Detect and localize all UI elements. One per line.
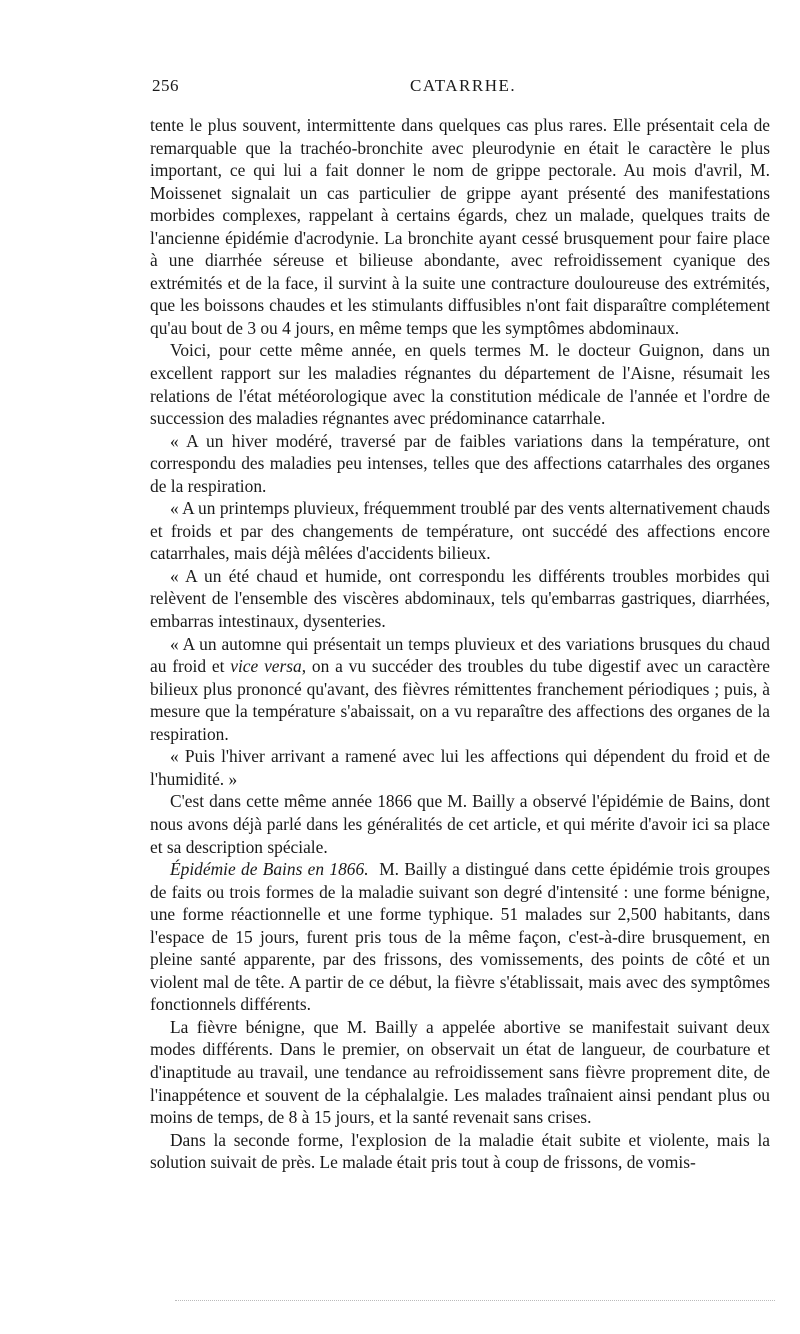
section-paragraph-text: M. Bailly a distingué dans cette épidémie trois groupes de faits ou trois formes de la maladie suivant son degré d'intensité : une forme bénigne, une forme réactionnelle et une forme typhique. 51 malades sur 2,500 habitants, dans l'espace de 15 jours, furent pris tous de la même façon, c'est-à-dire brusquement, en pleine santé apparente, par des frissons, des vomissements, des points de côté et un violent mal de tête. A partir de ce début, la fièvre s'établissait, mais avec des symptômes fonctionnels différents.	[150, 859, 770, 1015]
paragraph: La fièvre bénigne, que M. Bailly a appelée abortive se manifestait suivant deux modes différents. Dans le premier, on observait un état de langueur, de courbature et d'inaptitude au travail, une tendance au refroidissement sans fièvre proprement dite, de l'inappétence et souvent de la céphalalgie. Les malades traînaient ainsi pendant plus ou moins de temps, de 8 à 15 jours, et la santé revenait sans crises.	[150, 1016, 770, 1128]
italic-phrase: vice versa	[230, 656, 302, 677]
paragraph: Dans la seconde forme, l'explosion de la maladie était subite et violente, mais la solution suivait de près. Le malade était pris tout à coup de frissons, de vomis-	[150, 1129, 770, 1173]
running-title: CATARRHE.	[410, 76, 517, 95]
paragraph: C'est dans cette même année 1866 que M. Bailly a observé l'épidémie de Bains, dont nous avons déjà parlé dans les généralités de cet article, et qui mérite d'avoir ici sa place et sa description spéciale.	[150, 791, 770, 857]
page-header	[152, 76, 772, 102]
section-paragraph	[150, 858, 770, 1016]
paragraph: tente le plus souvent, intermittente dans quelques cas plus rares. Elle présentait cela de remarquable que la trachéo-bronchite avec pleurodynie en était le caractère le plus important, ce qui lui a fait donner le nom de grippe pectorale. Au mois d'avril, M. Moissenet signalait un cas particulier de grippe ayant présenté des manifestations morbides complexes, rappelant à certains égards, chez un malade, quelques traits de l'ancienne épidémie d'acrodynie. La bronchite ayant cessé brusquement pour faire place à une diarrhée séreuse et bilieuse abondante, avec refroidissement cyanique des extrémités et de la face, il survint à la suite une contracture douloureuse des extrémités, que les boissons chaudes et les stimulants diffusibles n'ont fait disparaître complétement qu'au bout de 3 ou 4 jours, en même temps que les symptômes abdominaux.	[150, 115, 770, 338]
page-number: 256	[152, 76, 179, 95]
quote-paragraph: « A un automne qui présentait un temps pluvieux et des variations brusques du chaud au froid et vice versa, on a vu succéder des troubles du tube digestif avec un caractère bilieux plus prononcé qu'avant, des fièvres rémittentes franchement périodiques ; puis, à mesure que la température s'abaissait, on a vu reparaître des affections des organes de la respiration.	[150, 633, 770, 744]
quote-paragraph: « A un hiver modéré, traversé par de faibles variations dans la température, ont correspondu des maladies peu intenses, telles que des affections catarrhales des organes de la respiration.	[150, 430, 770, 496]
quote-paragraph: « Puis l'hiver arrivant a ramené avec lui les affections qui dépendent du froid et de l'humidité. »	[150, 746, 770, 789]
quote-paragraph: « A un été chaud et humide, ont correspondu les différents troubles morbides qui relèvent de l'ensemble des viscères abdominaux, tels qu'embarras gastriques, diarrhées, embarras intestinaux, dysenteries.	[150, 565, 770, 632]
quote-paragraph: « A un printemps pluvieux, fréquemment troublé par des vents alternativement chauds et froids et par des changements de température, ont succédé des affections encore catarrhales, mais déjà mêlées d'accidents bilieux.	[150, 498, 770, 564]
paragraph: Voici, pour cette même année, en quels termes M. le docteur Guignon, dans un excellent rapport sur les maladies régnantes du département de l'Aisne, résumait les relations de l'état météorologique avec la constitution médicale de l'année et l'ordre de succession des maladies régnantes avec prédominance catarrhale.	[150, 340, 770, 429]
body-text	[150, 114, 770, 1174]
section-heading: Épidémie de Bains en 1866.	[170, 859, 369, 880]
footer-rule	[175, 1300, 775, 1301]
